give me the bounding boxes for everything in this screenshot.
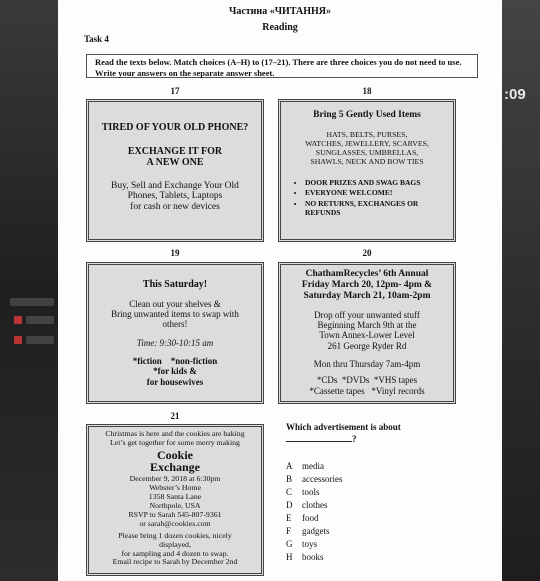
ad21-line: for sampling and 4 dozen to swap. [121,548,229,558]
answer-blank [286,433,352,442]
ad21-line: or sarah@cookies.com [139,518,211,528]
ad18-bullet: • EVERYONE WELCOME! [305,189,453,198]
ad20-title: ChathamRecycles’ 6th Annual [305,269,429,279]
option-item [286,500,328,510]
ad19-line: Clean out your shelves & [129,298,221,309]
option-text: food [302,513,319,523]
option-text: tools [302,487,320,497]
option-letter: E [286,513,292,523]
option-item [286,526,330,536]
ad18-bullet: • DOOR PRIZES AND SWAG BAGS [305,179,453,188]
ad19-line: *fiction *non-fiction [132,355,218,366]
ad21-line: RSVP to Sarah 545-807-9361 [128,509,222,519]
ad21-title: Cookie [157,447,193,462]
question [286,421,401,445]
ad19-title: This Saturday! [142,279,208,290]
background-clock: :09 [504,86,526,103]
background-row [26,336,54,344]
advertisement-20 [278,262,456,404]
ad-number-21: 21 [170,411,180,421]
pdf-icon [14,316,22,324]
advertisement-19 [86,262,264,404]
ad17-line: for cash or new devices [130,202,220,213]
option-item [286,539,317,549]
ad20-line: Drop off your unwanted stuff [314,309,420,320]
ad20-line: 261 George Ryder Rd [327,340,407,351]
ad21-line: December 9, 2018 at 6:30pm [129,473,221,483]
task-label: Task 4 [84,34,109,44]
ad18-line: WATCHES, JEWELLERY, SCARVES, [305,138,429,148]
ad19-line: others! [162,319,188,330]
option-text: clothes [302,500,328,510]
ad-number-20: 20 [362,248,372,258]
option-item [286,487,320,497]
ad20-line: Town Annex-Lower Level [319,330,415,341]
ad20-line: Beginning March 9th at the [317,320,417,331]
option-text: toys [302,539,318,549]
advertisement-18 [278,99,456,242]
ad-number-18: 18 [362,86,372,96]
exam-page [58,0,502,581]
ad17-line: EXCHANGE IT FOR [127,145,223,157]
ad19-line: Bring unwanted items to swap with [111,308,239,319]
question-text: Which advertisement is about [286,422,401,432]
ad21-title: Exchange [149,459,200,474]
option-item [286,513,319,523]
background-row [10,298,54,306]
ad17-line: Buy, Sell and Exchange Your Old [111,180,239,191]
ad20-title: Friday March 20, 12pm- 4pm & [301,279,433,290]
ad20-line: *Cassette tapes *Vinyl records [309,385,425,396]
option-letter: C [286,487,293,497]
section-title: Reading [262,22,298,33]
ad21-line: Let’s get together for some merry making [110,437,240,447]
option-letter: D [286,500,293,510]
option-text: accessories [302,474,343,484]
ad18-line: SUNGLASSES, UMBRELLAS, [315,147,419,157]
ad21-line: Email recipe to Sarah by December 2nd [112,557,238,567]
option-text: books [302,552,324,562]
option-text: media [302,461,324,471]
ad17-line: Phones, Tablets, Laptops [127,191,223,202]
advertisement-21 [86,424,264,576]
option-letter: A [286,461,293,471]
ad21-line: 1358 Santa Lane [148,491,202,501]
part-title: Частина «ЧИТАННЯ» [228,6,331,17]
ad18-bullet: • NO RETURNS, EXCHANGES OR REFUNDS [305,200,453,217]
ad18-title: Bring 5 Gently Used Items [313,110,421,120]
option-letter: G [286,539,293,549]
ad-number-17: 17 [170,86,180,96]
option-letter: B [286,474,293,484]
option-item [286,552,324,562]
ad21-line: displayed, [159,539,191,549]
option-item [286,461,324,471]
instructions-box: Read the texts below. Match choices (A–H) to (17–21). There are three choices you do not need to use. Write your answers on the separate answer sheet. [86,54,478,78]
ad19-line: *for kids & [153,366,197,377]
ad19-time: Time: 9:30-10:15 am [136,337,214,348]
ad18-bullets [281,179,453,218]
ad21-line: Christmas is here and the cookies are baking [105,429,245,438]
ad20-line: *CDs *DVDs *VHS tapes [316,375,418,386]
ad18-line: SHAWLS, NECK AND BOW TIES [310,156,424,166]
ad21-line: Please bring 1 dozen cookies, nicely [118,530,232,540]
question-mark: ? [352,434,357,444]
ad21-line: Northpole, USA [149,500,201,510]
ad20-title: Saturday March 21, 10am-2pm [303,290,431,301]
advertisement-17 [86,99,264,242]
option-letter: F [286,526,292,536]
ad17-line: A NEW ONE [146,157,204,168]
option-letter: H [286,552,293,562]
ad19-line: for housewives [146,376,204,387]
ad-number-19: 19 [170,248,180,258]
background-left-panel [0,0,58,581]
option-item [286,474,342,484]
option-text: gadgets [302,526,330,536]
pdf-icon [14,336,22,344]
ad21-line: Webster’s Home [149,482,201,492]
background-row [26,316,54,324]
ad20-line: Mon thru Thursday 7am-4pm [313,359,421,370]
ad17-headline: TIRED OF YOUR OLD PHONE? [101,122,249,133]
ad18-line: HATS, BELTS, PURSES, [326,129,408,139]
